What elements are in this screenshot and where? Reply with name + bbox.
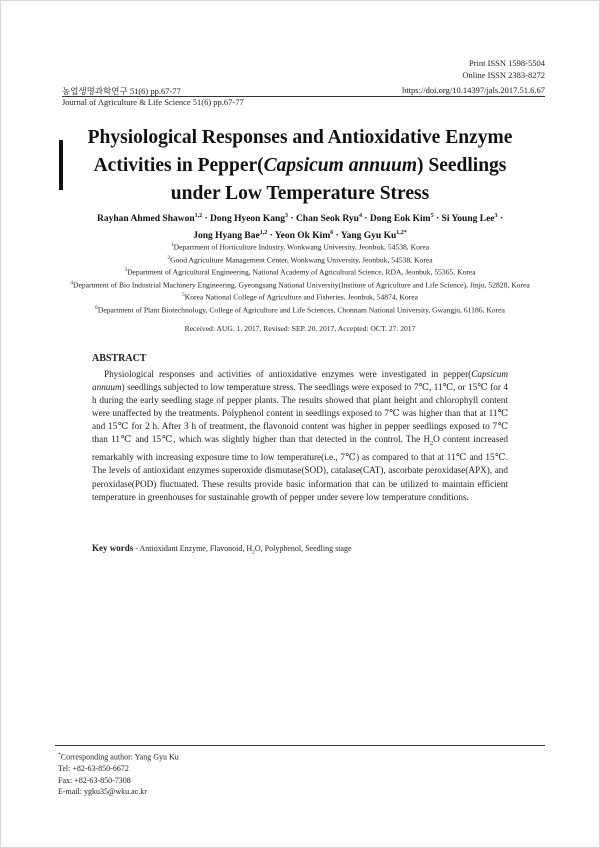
- author-affil-sup: 4: [358, 213, 362, 219]
- online-issn: Online ISSN 2383-8272: [462, 70, 545, 80]
- author-affil-sup: 1,2: [194, 213, 203, 219]
- author-separator: ·: [335, 231, 339, 242]
- author-separator: ·: [435, 214, 440, 225]
- print-issn: Print ISSN 1598-5504: [468, 58, 545, 68]
- title-part-1: Physiological Responses and Antioxidative Enzyme Activities in Pepper(: [87, 127, 513, 176]
- author-name: Yang Gyu Ku: [340, 231, 397, 242]
- affiliation-text: Department of Bio Industrial Machinery Engineering, Gyeongsang National University(Institute of Agriculture and Life Science), Jinju, 52828, Korea: [72, 280, 530, 290]
- author-name: Dong Eok Kim: [369, 214, 431, 225]
- title-part-2: ) Seedlings under Low Temperature Stress: [170, 155, 507, 204]
- keywords-label: Key words: [92, 543, 134, 553]
- abstract-body: [92, 368, 508, 504]
- affiliation-line: [60, 303, 540, 316]
- author-separator: ·: [204, 214, 208, 225]
- author-name: Jong Hyang Bae: [193, 231, 260, 242]
- abstract-text-o: O: [433, 434, 440, 445]
- issn-block: [462, 57, 545, 81]
- title-side-bar: [59, 140, 63, 190]
- author-separator: ·: [499, 214, 504, 225]
- doi-link[interactable]: https://doi.org/10.14397/jals.2017.51.6.67: [402, 85, 545, 95]
- affiliation-text: Department of Agricultural Engineering, National Academy of Agricultural Science, RDA, Jeonbuk, 55365, Korea: [127, 267, 476, 277]
- keywords: [92, 543, 352, 556]
- footnote-tel: Tel: +82-63-850-6672: [58, 764, 129, 774]
- author-separator: ·: [364, 214, 368, 225]
- affiliation-list: [60, 240, 540, 315]
- footnote-rule: [55, 745, 545, 746]
- received-dates: Received: AUG. 1. 2017, Revised: SEP. 20. 2017, Accepted: OCT. 27. 2017: [184, 324, 416, 333]
- keywords-subscript: 2: [252, 549, 255, 556]
- author-affil-sup: 5: [430, 213, 434, 219]
- author-name: Dong Hyeon Kang: [210, 214, 286, 225]
- abstract-text-3: content increased remarkably with increasing exposure time to low temperature(i.e., 7℃) as compared to that at 11℃ and 15℃. The levels of antioxidant enzymes superoxide dismutase(SOD), catalase(CAT), ascorbate peroxidase(APX), and peroxidase(POD) fluctuated. These results provide basic information that can be utilized to maintain efficient temperature in greenhouses for sustainable growth of pepper under severe low temperature conditions.: [92, 434, 508, 502]
- corresponding-author: Corresponding author: Yang Gyu Ku: [60, 752, 179, 762]
- author-name: Rayhan Ahmed Shawon: [96, 214, 195, 225]
- affiliation-number: 2: [167, 254, 171, 261]
- affiliation-text: Department of Plant Biotechnology, College of Agriculture and Life Sciences, Chonnam National University, Gwangju, 61186, Korea: [97, 305, 505, 315]
- journal-citation-korean: 농업생명과학연구 51(6) pp.67-77: [62, 86, 181, 96]
- author-list: [60, 209, 540, 243]
- footnote-fax: Fax: +82-63-850-7308: [58, 775, 131, 785]
- author-affil-sup: 3: [494, 213, 498, 219]
- affiliation-number: 1: [170, 242, 174, 248]
- affiliation-line: [60, 290, 540, 303]
- abstract-species-italic: Capsicum annuum: [92, 369, 508, 393]
- abstract-heading: ABSTRACT: [92, 353, 147, 364]
- affiliation-text: Department of Horticulture Industry, Wonkwang University, Jeonbuk, 54538, Korea: [173, 242, 430, 252]
- affiliation-text: Korea National College of Agriculture and Fisheries, Jeonbuk, 54874, Korea: [184, 292, 418, 302]
- affiliation-number: 5: [182, 292, 185, 299]
- affiliation-line: [60, 265, 540, 278]
- abstract-text-1: Physiological responses and activities of antioxidative enzymes were investigated in pepper(: [103, 369, 472, 379]
- author-name: Si Young Lee: [441, 214, 495, 225]
- author-separator: ·: [269, 231, 273, 242]
- paper-title: [70, 124, 530, 208]
- keywords-text-2: , Polyphenol, Seedling stage: [260, 544, 352, 553]
- author-affil-sup: 1,2: [259, 230, 268, 237]
- affiliation-text: Good Agriculture Management Center, Wonkwang University, Jeonbuk, 54538, Korea: [170, 255, 433, 265]
- affiliation-number: 4: [70, 279, 73, 286]
- author-affil-sup: 6: [330, 230, 334, 237]
- footnote-star: *: [58, 752, 61, 758]
- abstract-subscript: 2: [430, 441, 434, 448]
- affiliation-line: [60, 278, 540, 291]
- author-separator: ·: [290, 214, 294, 225]
- journal-citation-english: Journal of Agriculture & Life Science 51(6) pp.67-77: [62, 97, 244, 107]
- keywords-text-1: - Antioxidant Enzyme, Flavonoid, H: [135, 544, 253, 553]
- affiliation-line: [60, 240, 540, 253]
- title-species-italic: Capsicum annuum: [263, 155, 417, 176]
- footnote-corresponding: [58, 750, 179, 763]
- author-affil-sup: 1,2*: [396, 230, 407, 237]
- footnote-email[interactable]: E-mail: ygku35@wku.ac.kr: [58, 787, 147, 797]
- abstract-text-2: ) seedlings subjected to low temperature stress. The seedlings were exposed to 7℃, 11℃, or 15℃ for 4 h during the early seedling stage of pepper plants. The results showed that plant height and chlorophyll content were unaffected by the treatments. Polyphenol content in seedlings exposed to 7℃ was higher than that at 11℃ and 15℃ for 2 h. After 3 h of treatment, the flavonoid content was higher in pepper seedlings exposed to 7℃ than 11℃ and 15℃, which was slightly higher than that detected in the control. The H: [92, 382, 508, 445]
- author-name: Chan Seok Ryu: [295, 214, 359, 225]
- affiliation-line: [60, 253, 540, 266]
- keywords-text-o: O: [254, 544, 261, 553]
- author-affil-sup: 3: [285, 213, 289, 219]
- corresponding-author-footnote: [58, 750, 179, 798]
- affiliation-number: 6: [95, 304, 98, 311]
- author-name: Yeon Ok Kim: [274, 231, 331, 242]
- affiliation-number: 3: [124, 267, 128, 274]
